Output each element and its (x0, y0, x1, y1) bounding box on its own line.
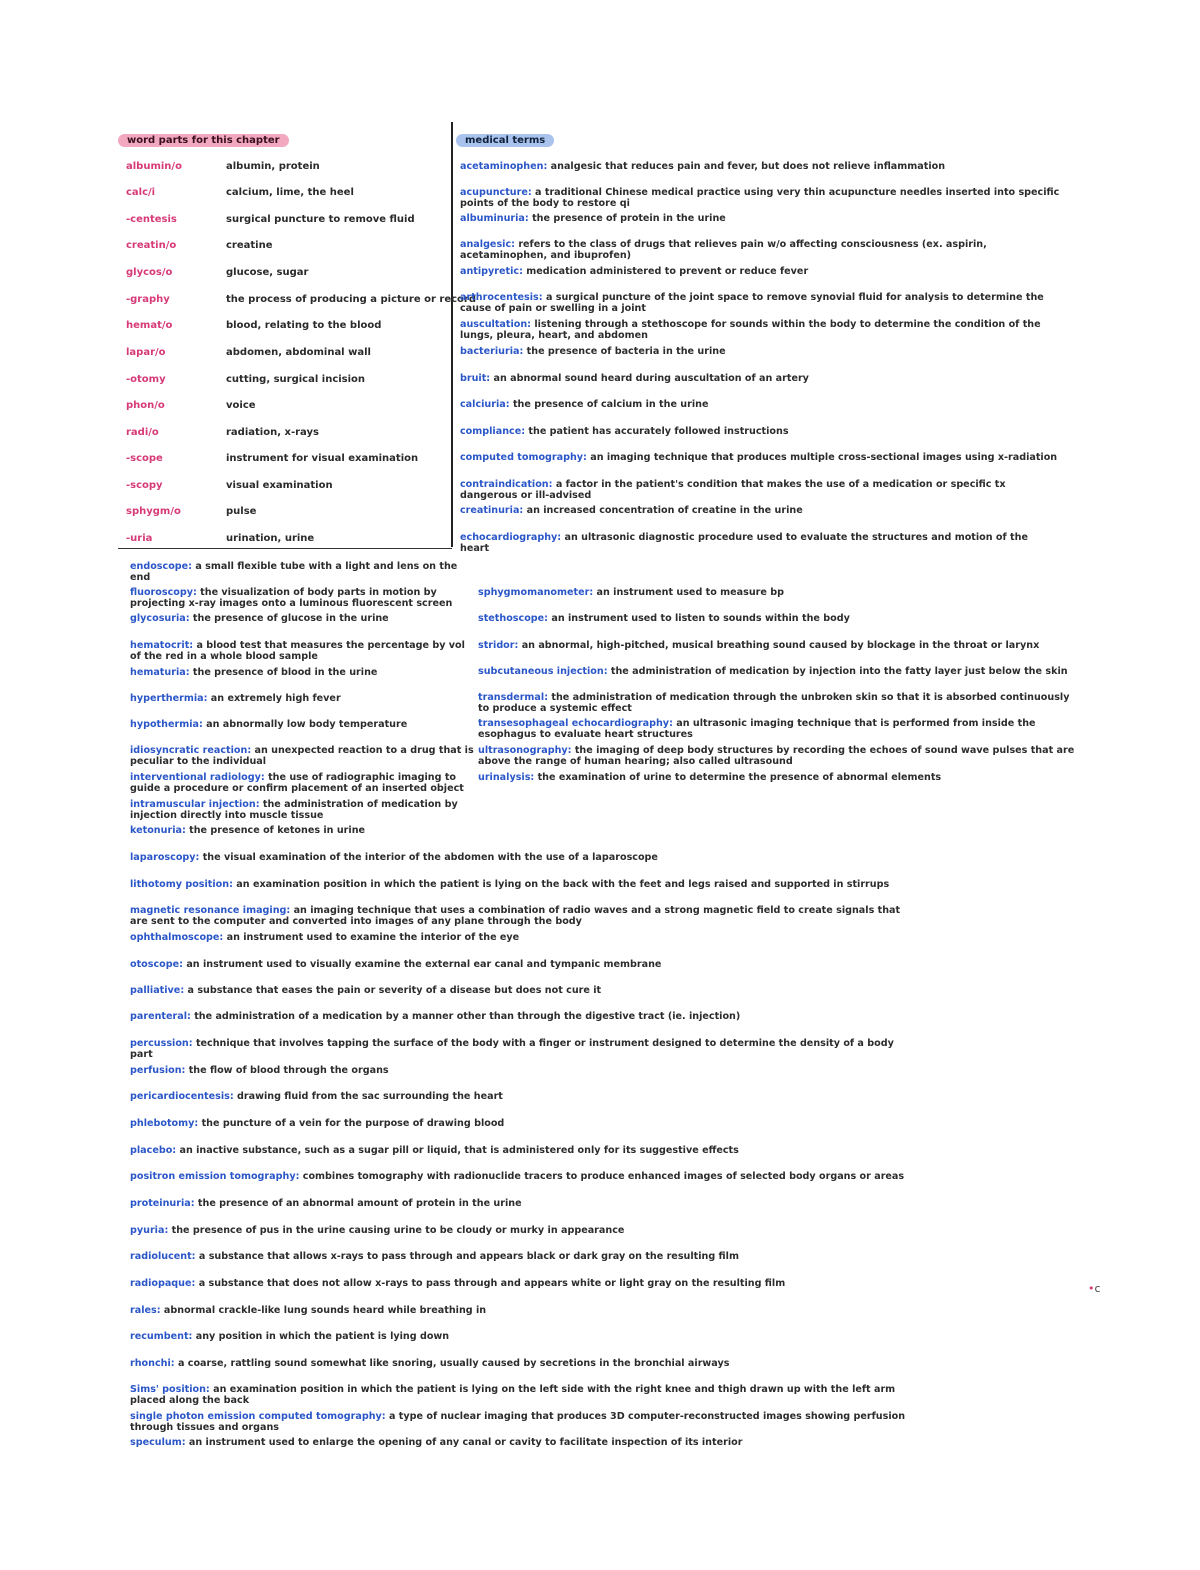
word-part-meaning: urination, urine (226, 533, 315, 544)
term-name: stridor: (478, 640, 519, 651)
term-name: rales: (130, 1305, 161, 1316)
word-part: sphygm/o (126, 506, 181, 517)
term-definition: the administration of medication through the unbroken skin so that it is absorbed continuously to produce a systemic effect (478, 692, 1070, 714)
term-definition: the examination of urine to determine the presence of abnormal elements (537, 772, 942, 783)
term-definition: the flow of blood through the organs (188, 1065, 389, 1076)
term-definition: an examination position in which the patient is lying on the back with the feet and legs raised and supported in stirrups (236, 879, 890, 890)
term-name: pyuria: (130, 1225, 169, 1236)
term-definition: an instrument used to listen to sounds within the body (551, 613, 850, 624)
term-name: echocardiography: (460, 532, 562, 543)
term-entry (130, 1066, 910, 1077)
term-definition: drawing fluid from the sac surrounding the heart (237, 1091, 503, 1102)
term-entry (130, 853, 910, 864)
word-part-row (122, 317, 447, 335)
term-entry (130, 1385, 910, 1406)
word-part-meaning: albumin, protein (226, 161, 320, 172)
term-definition: any position in which the patient is lying down (195, 1331, 450, 1342)
term-name: placebo: (130, 1145, 177, 1156)
term-definition: a blood test that measures the percentage by vol of the red in a whole blood sample (130, 640, 465, 662)
term-name: positron emission tomography: (130, 1171, 300, 1182)
term-definition: medication administered to prevent or reduce fever (526, 266, 809, 277)
term-name: perfusion: (130, 1065, 186, 1076)
term-entry (130, 1119, 910, 1130)
term-definition: an extremely high fever (210, 693, 341, 704)
term-name: parenteral: (130, 1011, 191, 1022)
term-entry (130, 986, 910, 997)
word-part: -scope (126, 453, 163, 464)
term-definition: the presence of blood in the urine (192, 667, 378, 678)
column-divider (451, 122, 453, 547)
term-name: magnetic resonance imaging: (130, 905, 291, 916)
term-definition: an ultrasonic imaging technique that is performed from inside the esophagus to evaluate heart structures (478, 718, 1036, 740)
word-part-meaning: radiation, x-rays (226, 427, 319, 438)
word-part: creatin/o (126, 240, 177, 251)
word-part-meaning: surgical puncture to remove fluid (226, 214, 415, 225)
term-definition: combines tomography with radionuclide tracers to produce enhanced images of selected body organs or areas (302, 1171, 905, 1182)
term-definition: the presence of glucose in the urine (192, 613, 389, 624)
term-entry (130, 1226, 910, 1237)
word-part: -otomy (126, 374, 166, 385)
term-name: computed tomography: (460, 452, 587, 463)
term-definition: a substance that allows x-rays to pass through and appears black or dark gray on the resulting film (198, 1251, 739, 1262)
word-part-row (122, 237, 447, 255)
word-part: -scopy (126, 480, 163, 491)
term-entry (130, 800, 475, 821)
term-name: urinalysis: (478, 772, 535, 783)
word-part-row (122, 450, 447, 468)
term-entry (130, 1146, 910, 1157)
term-definition: a coarse, rattling sound somewhat like snoring, usually caused by secretions in the bronchial airways (177, 1358, 730, 1369)
word-part-meaning: calcium, lime, the heel (226, 187, 354, 198)
word-part: glycos/o (126, 267, 173, 278)
term-name: hypothermia: (130, 719, 203, 730)
term-entry (460, 427, 1060, 438)
word-part-row (122, 211, 447, 229)
margin-mark: •c (1088, 1282, 1101, 1295)
term-entry (130, 694, 475, 705)
term-definition: the presence of calcium in the urine (512, 399, 709, 410)
term-definition: an imaging technique that produces multiple cross-sectional images using x-radiation (590, 452, 1058, 463)
term-entry (460, 240, 1060, 261)
word-part-meaning: glucose, sugar (226, 267, 309, 278)
word-part-row (122, 397, 447, 415)
word-part-meaning: instrument for visual examination (226, 453, 419, 464)
term-name: proteinuria: (130, 1198, 195, 1209)
term-name: hematuria: (130, 667, 190, 678)
word-part: albumin/o (126, 161, 182, 172)
term-name: pericardiocentesis: (130, 1091, 234, 1102)
term-entry (130, 614, 475, 625)
word-part-meaning: abdomen, abdominal wall (226, 347, 371, 358)
word-part-row (122, 291, 476, 309)
term-definition: the visual examination of the interior of the abdomen with the use of a laparoscope (202, 852, 658, 863)
term-name: phlebotomy: (130, 1118, 199, 1129)
term-definition: the presence of ketones in urine (189, 825, 366, 836)
term-definition: an instrument used to examine the interior of the eye (226, 932, 520, 943)
word-part-row (122, 344, 447, 362)
term-definition: analgesic that reduces pain and fever, but does not relieve inflammation (550, 161, 946, 172)
term-name: bruit: (460, 373, 491, 384)
term-definition: the administration of medication by injection directly into muscle tissue (130, 799, 458, 821)
term-name: otoscope: (130, 959, 183, 970)
term-definition: the administration of a medication by a manner other than through the digestive tract (ie. injection) (194, 1011, 741, 1022)
term-entry (478, 614, 1078, 625)
term-name: hyperthermia: (130, 693, 208, 704)
word-part: lapar/o (126, 347, 166, 358)
term-name: fluoroscopy: (130, 587, 197, 598)
term-entry (460, 188, 1060, 209)
term-definition: a substance that does not allow x-rays to pass through and appears white or light gray on the resulting film (198, 1278, 786, 1289)
word-parts-heading: word parts for this chapter (118, 134, 289, 147)
term-entry (130, 1039, 910, 1060)
term-name: ketonuria: (130, 825, 186, 836)
term-name: single photon emission computed tomography: (130, 1411, 386, 1422)
term-name: intramuscular injection: (130, 799, 260, 810)
section-divider (118, 548, 452, 549)
term-name: arthrocentesis: (460, 292, 543, 303)
term-name: percussion: (130, 1038, 193, 1049)
term-definition: a surgical puncture of the joint space to remove synovial fluid for analysis to determine the cause of pain or swelling in a joint (460, 292, 1044, 314)
term-entry (130, 1279, 910, 1290)
term-definition: an ultrasonic diagnostic procedure used to evaluate the structures and motion of the heart (460, 532, 1028, 554)
term-entry (130, 1332, 910, 1343)
word-part: calc/i (126, 187, 156, 198)
word-part-row (122, 477, 447, 495)
word-part: phon/o (126, 400, 165, 411)
term-definition: an inactive substance, such as a sugar pill or liquid, that is administered only for its suggestive effects (179, 1145, 739, 1156)
term-entry (460, 506, 1060, 517)
term-entry (130, 720, 475, 731)
term-entry (478, 719, 1078, 740)
term-definition: an abnormal, high-pitched, musical breathing sound caused by blockage in the throat or larynx (521, 640, 1040, 651)
term-definition: an examination position in which the patient is lying on the left side with the right knee and thigh drawn up with the left arm placed along the back (130, 1384, 896, 1406)
word-part-row (122, 264, 447, 282)
term-definition: the presence of bacteria in the urine (526, 346, 726, 357)
term-entry (460, 480, 1060, 501)
term-definition: the imaging of deep body structures by recording the echoes of sound wave pulses that are above the range of human hearing; also called ultrasound (478, 745, 1075, 767)
word-part-row (122, 371, 447, 389)
word-part-meaning: pulse (226, 506, 257, 517)
word-part-meaning: blood, relating to the blood (226, 320, 382, 331)
word-part-meaning: cutting, surgical incision (226, 374, 366, 385)
term-entry (130, 826, 475, 837)
term-entry (130, 1172, 910, 1183)
term-entry (478, 746, 1078, 767)
term-name: compliance: (460, 426, 526, 437)
term-name: auscultation: (460, 319, 532, 330)
term-definition: the presence of protein in the urine (532, 213, 726, 224)
term-entry (130, 880, 910, 891)
term-entry (130, 1252, 910, 1263)
term-entry (478, 641, 1078, 652)
term-name: radiopaque: (130, 1278, 196, 1289)
term-entry (130, 773, 475, 794)
term-definition: an instrument used to enlarge the opening of any canal or cavity to facilitate inspection of its interior (188, 1437, 743, 1448)
term-definition: an abnormally low body temperature (206, 719, 408, 730)
term-definition: an instrument used to measure bp (596, 587, 784, 598)
term-definition: a substance that eases the pain or severity of a disease but does not cure it (187, 985, 602, 996)
term-name: calciuria: (460, 399, 510, 410)
word-part: -centesis (126, 214, 177, 225)
term-definition: an unexpected reaction to a drug that is peculiar to the individual (130, 745, 474, 767)
word-part-meaning: voice (226, 400, 256, 411)
term-name: subcutaneous injection: (478, 666, 608, 677)
term-entry (478, 773, 1078, 784)
word-part: hemat/o (126, 320, 173, 331)
word-part-row (122, 503, 447, 521)
term-definition: the presence of an abnormal amount of protein in the urine (197, 1198, 522, 1209)
word-part-meaning: visual examination (226, 480, 333, 491)
term-name: sphygmomanometer: (478, 587, 594, 598)
term-name: laparoscopy: (130, 852, 200, 863)
term-entry (460, 320, 1060, 341)
term-entry (460, 400, 1060, 411)
term-name: stethoscope: (478, 613, 549, 624)
word-part-row (122, 184, 447, 202)
term-name: lithotomy position: (130, 879, 233, 890)
term-name: acupuncture: (460, 187, 532, 198)
term-definition: a traditional Chinese medical practice using very thin acupuncture needles inserted into specific points of the body to restore qi (460, 187, 1060, 209)
term-name: Sims' position: (130, 1384, 210, 1395)
term-entry (130, 641, 475, 662)
term-name: recumbent: (130, 1331, 193, 1342)
term-entry (130, 1306, 910, 1317)
term-entry (130, 933, 910, 944)
term-entry (478, 667, 1078, 678)
word-part: radi/o (126, 427, 159, 438)
term-entry (478, 693, 1078, 714)
term-definition: the administration of medication by injection into the fatty layer just below the skin (610, 666, 1068, 677)
term-definition: an increased concentration of creatine in the urine (526, 505, 803, 516)
term-name: ultrasonography: (478, 745, 572, 756)
term-name: contraindication: (460, 479, 553, 490)
term-entry (478, 588, 1078, 599)
term-entry (460, 162, 1060, 173)
term-name: idiosyncratic reaction: (130, 745, 252, 756)
word-part-row (122, 158, 447, 176)
word-part-row (122, 530, 447, 548)
term-name: analgesic: (460, 239, 515, 250)
word-part-meaning: creatine (226, 240, 273, 251)
term-entry (460, 533, 1060, 554)
term-name: radiolucent: (130, 1251, 196, 1262)
word-part-meaning: the process of producing a picture or record (226, 294, 476, 305)
term-entry (130, 562, 475, 583)
term-entry (460, 453, 1060, 464)
word-part: -uria (126, 533, 153, 544)
term-definition: the patient has accurately followed instructions (528, 426, 789, 437)
term-entry (130, 1412, 910, 1433)
term-entry (460, 214, 1060, 225)
term-name: interventional radiology: (130, 772, 265, 783)
term-name: speculum: (130, 1437, 186, 1448)
word-part: -graphy (126, 294, 170, 305)
term-entry (460, 374, 1060, 385)
term-name: rhonchi: (130, 1358, 175, 1369)
term-name: glycosuria: (130, 613, 190, 624)
term-name: acetaminophen: (460, 161, 548, 172)
term-definition: a small flexible tube with a light and lens on the end (130, 561, 458, 583)
term-definition: the puncture of a vein for the purpose of drawing blood (201, 1118, 505, 1129)
term-name: bacteriuria: (460, 346, 524, 357)
term-entry (460, 347, 1060, 358)
term-name: creatinuria: (460, 505, 524, 516)
term-entry (130, 906, 910, 927)
term-entry (130, 1012, 910, 1023)
term-entry (130, 960, 910, 971)
term-name: albuminuria: (460, 213, 529, 224)
term-name: ophthalmoscope: (130, 932, 224, 943)
term-entry (130, 1199, 910, 1210)
term-definition: refers to the class of drugs that relieves pain w/o affecting consciousness (ex. aspirin, acetaminophen, and ibuprofen) (460, 239, 987, 261)
term-name: transdermal: (478, 692, 549, 703)
term-entry (130, 1438, 910, 1449)
term-entry (460, 293, 1060, 314)
term-entry (130, 1359, 910, 1370)
word-part-row (122, 424, 447, 442)
term-definition: listening through a stethoscope for sounds within the body to determine the condition of the lungs, pleura, heart, and abdomen (460, 319, 1041, 341)
term-entry (130, 1092, 910, 1103)
term-entry (460, 267, 1060, 278)
medical-terms-heading: medical terms (456, 134, 554, 147)
term-name: palliative: (130, 985, 185, 996)
term-name: endoscope: (130, 561, 192, 572)
term-entry (130, 746, 475, 767)
term-definition: the use of radiographic imaging to guide a procedure or confirm placement of an inserted object (130, 772, 464, 794)
term-definition: a factor in the patient's condition that makes the use of a medication or specific tx dangerous or ill-advised (460, 479, 1006, 501)
term-name: hematocrit: (130, 640, 194, 651)
term-definition: an imaging technique that uses a combination of radio waves and a strong magnetic field to create signals that are sent to the computer and converted into images of any plane through the body (130, 905, 901, 927)
term-definition: technique that involves tapping the surface of the body with a finger or instrument designed to determine the density of a body part (130, 1038, 894, 1060)
term-definition: abnormal crackle-like lung sounds heard while breathing in (163, 1305, 487, 1316)
term-definition: an abnormal sound heard during auscultation of an artery (493, 373, 809, 384)
term-definition: the visualization of body parts in motion by projecting x-ray images onto a luminous fluorescent screen (130, 587, 453, 609)
term-definition: the presence of pus in the urine causing urine to be cloudy or murky in appearance (171, 1225, 625, 1236)
term-definition: an instrument used to visually examine the external ear canal and tympanic membrane (186, 959, 662, 970)
term-name: antipyretic: (460, 266, 523, 277)
term-entry (130, 588, 475, 609)
term-name: transesophageal echocardiography: (478, 718, 673, 729)
term-definition: a type of nuclear imaging that produces 3D computer-reconstructed images showing perfusion through tissues and organs (130, 1411, 906, 1433)
term-entry (130, 668, 475, 679)
